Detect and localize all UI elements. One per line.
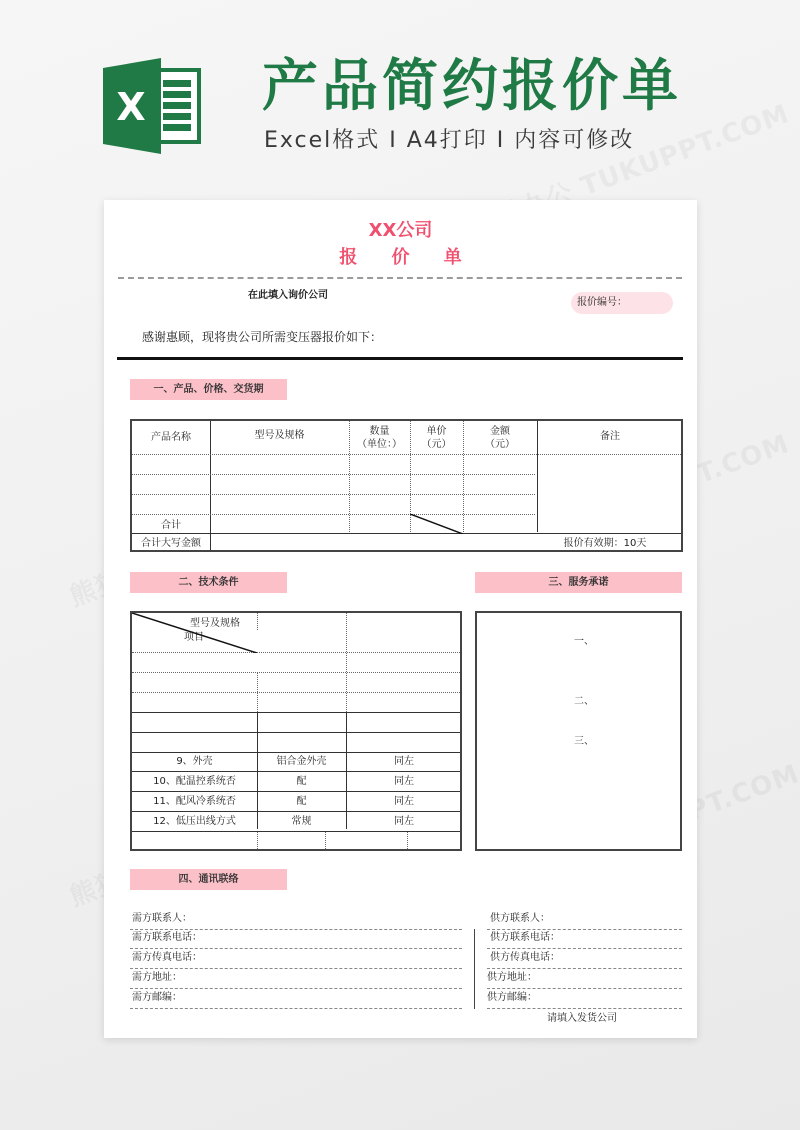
inquiry-company-field[interactable]: 在此填入询价公司 — [248, 290, 328, 301]
section-tag-service: 三、服务承诺 — [475, 572, 682, 593]
tech-other-9[interactable]: 同左 — [394, 756, 414, 767]
product-row-3[interactable] — [132, 494, 537, 514]
products-table — [130, 419, 683, 552]
header-model-spec: 型号及规格 — [254, 429, 305, 441]
buyer-phone[interactable]: 需方联系电话： — [132, 932, 202, 943]
service-commitment-box[interactable] — [475, 611, 682, 851]
diagonal-header-model: 型号及规格 — [190, 618, 240, 629]
total-in-words-label: 合计大写金额 — [141, 537, 201, 549]
service-item-3: 三、 — [574, 736, 594, 747]
seller-fax[interactable]: 供方传真电话： — [490, 952, 560, 963]
tech-item-10: 10、配温控系统否 — [153, 775, 236, 787]
seller-postcode[interactable]: 供方邮编： — [487, 992, 537, 1003]
excel-icon — [103, 58, 203, 154]
intro-text: 感谢惠顾，现将贵公司所需变压器报价如下： — [142, 330, 383, 344]
seller-phone[interactable]: 供方联系电话： — [490, 932, 560, 943]
tech-spec-12[interactable]: 常规 — [291, 815, 312, 827]
header-unit-price — [410, 421, 463, 454]
tech-item-12: 12、低压出线方式 — [153, 815, 236, 827]
technical-table — [130, 611, 462, 851]
tech-spec-10[interactable]: 配 — [296, 775, 307, 787]
service-item-2: 二、 — [574, 696, 594, 707]
section-tag-products: 一、产品、价格、交货期 — [130, 379, 287, 400]
tech-spec-9[interactable]: 铝合金外壳 — [276, 756, 327, 767]
unit-price-diagonal — [410, 514, 463, 534]
tech-other-11[interactable]: 同左 — [394, 795, 414, 807]
tech-spec-11[interactable]: 配 — [296, 795, 307, 807]
banner-subtitle: Excel格式 I A4打印 I 内容可修改 — [264, 128, 635, 153]
header-amount-label: 金额 — [490, 425, 510, 437]
header-quantity — [349, 421, 410, 454]
intro-divider — [117, 357, 683, 360]
header-divider — [118, 277, 682, 279]
company-name[interactable]: XX公司 — [368, 220, 433, 241]
header-product-name: 产品名称 — [151, 432, 191, 443]
header-amount-unit: （元） — [485, 438, 515, 450]
buyer-contact-person[interactable]: 需方联系人： — [132, 913, 192, 924]
document-title: 报 价 单 — [339, 247, 476, 268]
diagonal-header-item: 项目 — [184, 632, 204, 643]
header-quantity-unit: （单位：） — [357, 438, 402, 450]
subtotal-label: 合计 — [161, 520, 181, 531]
buyer-address[interactable]: 需方地址： — [132, 972, 182, 983]
product-row-1[interactable] — [132, 454, 537, 474]
excel-icon-letter: X — [116, 85, 146, 129]
product-row-2[interactable] — [132, 474, 537, 494]
remarks-cell[interactable] — [537, 454, 683, 533]
contact-divider — [474, 929, 475, 1009]
quote-number-field[interactable]: 报价编号： — [571, 292, 673, 314]
seller-company-field[interactable]: 请填入发货公司 — [547, 1013, 617, 1024]
total-in-words-field[interactable] — [210, 534, 510, 552]
buyer-fax[interactable]: 需方传真电话： — [132, 952, 202, 963]
header-remarks: 备注 — [600, 430, 620, 442]
header-quantity-label: 数量 — [369, 425, 390, 437]
tech-item-11: 11、配风冷系统否 — [153, 795, 236, 807]
buyer-postcode[interactable]: 需方邮编： — [132, 992, 182, 1003]
tech-other-10[interactable]: 同左 — [394, 775, 414, 787]
header-unit-price-label: 单价 — [426, 425, 447, 437]
header-unit-price-unit: （元） — [421, 438, 452, 450]
section-tag-technical: 二、技术条件 — [130, 572, 287, 593]
seller-address[interactable]: 供方地址： — [487, 972, 537, 983]
seller-contact-person[interactable]: 供方联系人： — [490, 913, 550, 924]
quotation-sheet — [104, 200, 697, 1038]
tech-item-9: 9、外壳 — [176, 756, 213, 767]
banner-title: 产品简约报价单 — [262, 54, 682, 119]
header-amount — [463, 421, 537, 454]
validity-period: 报价有效期：10天 — [563, 537, 647, 549]
section-tag-contact: 四、通讯联络 — [130, 869, 287, 890]
tech-other-12[interactable]: 同左 — [394, 815, 414, 827]
service-item-1: 一、 — [574, 636, 594, 647]
